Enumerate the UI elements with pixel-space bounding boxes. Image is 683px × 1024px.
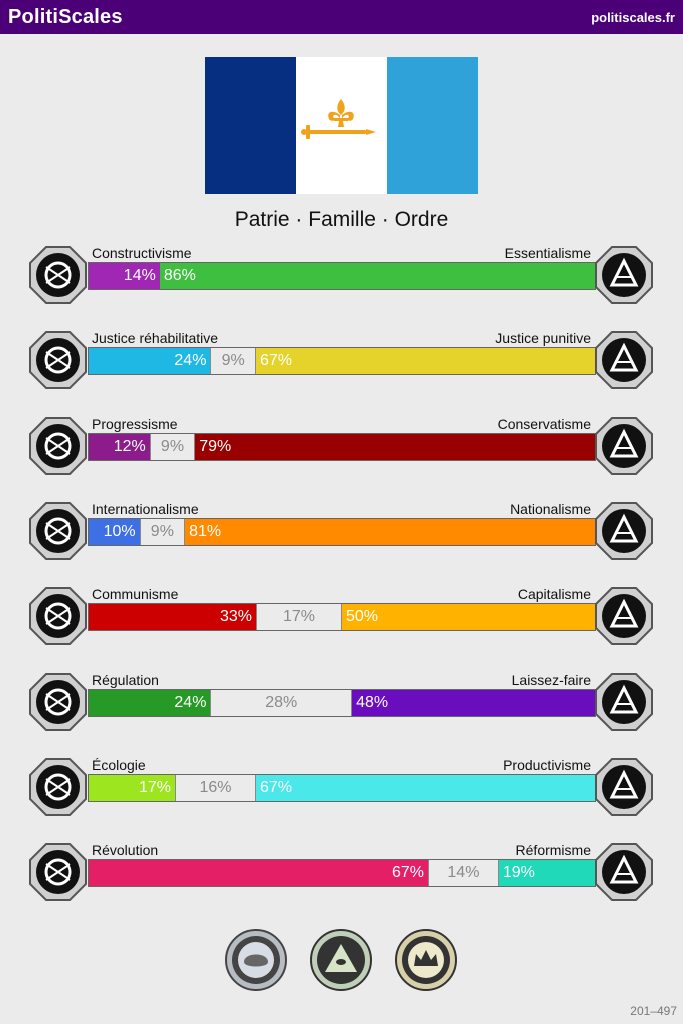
axis-bar xyxy=(88,433,596,461)
axis-right-segment: 67% xyxy=(256,775,595,801)
flag-icon[interactable] xyxy=(594,501,654,561)
axis-left-segment: 24% xyxy=(89,348,210,374)
rocket-icon[interactable] xyxy=(28,416,88,476)
quill-icon[interactable] xyxy=(594,416,654,476)
axis-left-label: Régulation xyxy=(92,671,159,688)
butterfly-icon[interactable] xyxy=(594,672,654,732)
axis-bar xyxy=(88,518,596,546)
prison-bars-icon[interactable] xyxy=(594,330,654,390)
axis-row xyxy=(0,842,683,904)
top-bar xyxy=(0,0,683,34)
axis-row xyxy=(0,501,683,563)
axis-neutral-segment: 9% xyxy=(140,519,186,545)
flag xyxy=(205,57,478,194)
axis-right-segment: 19% xyxy=(499,860,595,886)
axis-left-segment: 14% xyxy=(89,263,160,289)
hammer-sickle-icon[interactable] xyxy=(28,586,88,646)
axis-bar xyxy=(88,347,596,375)
essentialism-icon[interactable] xyxy=(594,245,654,305)
axis-row xyxy=(0,245,683,307)
axis-row xyxy=(0,586,683,648)
axis-right-segment: 81% xyxy=(185,519,595,545)
axis-right-label: Justice punitive xyxy=(495,330,591,347)
axis-left-label: Communisme xyxy=(92,586,179,603)
axis-bar xyxy=(88,689,596,717)
axis-neutral-segment: 17% xyxy=(256,604,342,630)
footer-code: 201–497 xyxy=(630,1004,677,1018)
site-link[interactable]: politiscales.fr xyxy=(591,10,675,25)
brand-title[interactable]: PolitiScales xyxy=(8,6,123,28)
axis-right-segment: 79% xyxy=(195,434,595,460)
flag-stripe-left xyxy=(205,57,296,194)
axis-neutral-segment: 14% xyxy=(428,860,499,886)
axis-neutral-segment: 9% xyxy=(210,348,256,374)
axis-left-segment: 17% xyxy=(89,775,175,801)
axis-bar xyxy=(88,603,596,631)
axis-bar xyxy=(88,262,596,290)
axis-row xyxy=(0,330,683,392)
axis-right-label: Laissez-faire xyxy=(511,671,591,688)
bird-icon[interactable] xyxy=(28,757,88,817)
axis-row xyxy=(0,672,683,734)
money-bag-icon[interactable] xyxy=(594,586,654,646)
axis-left-label: Internationalisme xyxy=(92,500,199,517)
fist-icon[interactable] xyxy=(28,842,88,902)
fleur-de-lis-sword-icon xyxy=(296,57,387,194)
axis-left-segment: 33% xyxy=(89,604,256,630)
axis-left-segment: 24% xyxy=(89,690,210,716)
axis-bar xyxy=(88,774,596,802)
flag-stripe-right xyxy=(387,57,478,194)
crown-seal-icon[interactable] xyxy=(394,928,458,992)
axis-right-segment: 48% xyxy=(352,690,595,716)
factory-icon[interactable] xyxy=(594,757,654,817)
axis-neutral-segment: 28% xyxy=(210,690,352,716)
axis-left-segment: 67% xyxy=(89,860,428,886)
axis-left-label: Écologie xyxy=(92,756,146,773)
globe-icon[interactable] xyxy=(28,501,88,561)
axis-right-segment: 86% xyxy=(160,263,595,289)
axis-bar xyxy=(88,859,596,887)
axis-left-label: Progressisme xyxy=(92,415,178,432)
axis-right-label: Conservatisme xyxy=(497,415,591,432)
parliament-icon[interactable] xyxy=(594,842,654,902)
axis-right-label: Essentialisme xyxy=(504,245,591,261)
eye-pyramid-seal-icon[interactable] xyxy=(309,928,373,992)
axis-left-segment: 12% xyxy=(89,434,150,460)
axis-right-label: Capitalisme xyxy=(517,586,591,603)
axis-neutral-segment: 16% xyxy=(175,775,256,801)
axis-left-label: Révolution xyxy=(92,842,159,859)
axis-right-segment: 67% xyxy=(256,348,595,374)
flag-stripe-center xyxy=(296,57,387,194)
axis-left-label: Justice réhabilitative xyxy=(92,330,219,347)
axis-row xyxy=(0,757,683,819)
axis-left-label: Constructivisme xyxy=(92,245,192,261)
axis-right-segment: 50% xyxy=(342,604,595,630)
axis-neutral-segment: 9% xyxy=(150,434,196,460)
axis-right-label: Nationalisme xyxy=(510,500,591,517)
axis-right-label: Réformisme xyxy=(515,842,591,859)
ruler-icon[interactable] xyxy=(28,672,88,732)
handshake-icon[interactable] xyxy=(28,330,88,390)
axis-row xyxy=(0,416,683,478)
axis-left-segment: 10% xyxy=(89,519,140,545)
motto: Patrie · Famille · Ordre xyxy=(234,208,449,231)
axis-right-label: Productivisme xyxy=(503,756,591,773)
constructivism-icon[interactable] xyxy=(28,245,88,305)
brain-seal-icon[interactable] xyxy=(224,928,288,992)
badges xyxy=(0,928,683,992)
